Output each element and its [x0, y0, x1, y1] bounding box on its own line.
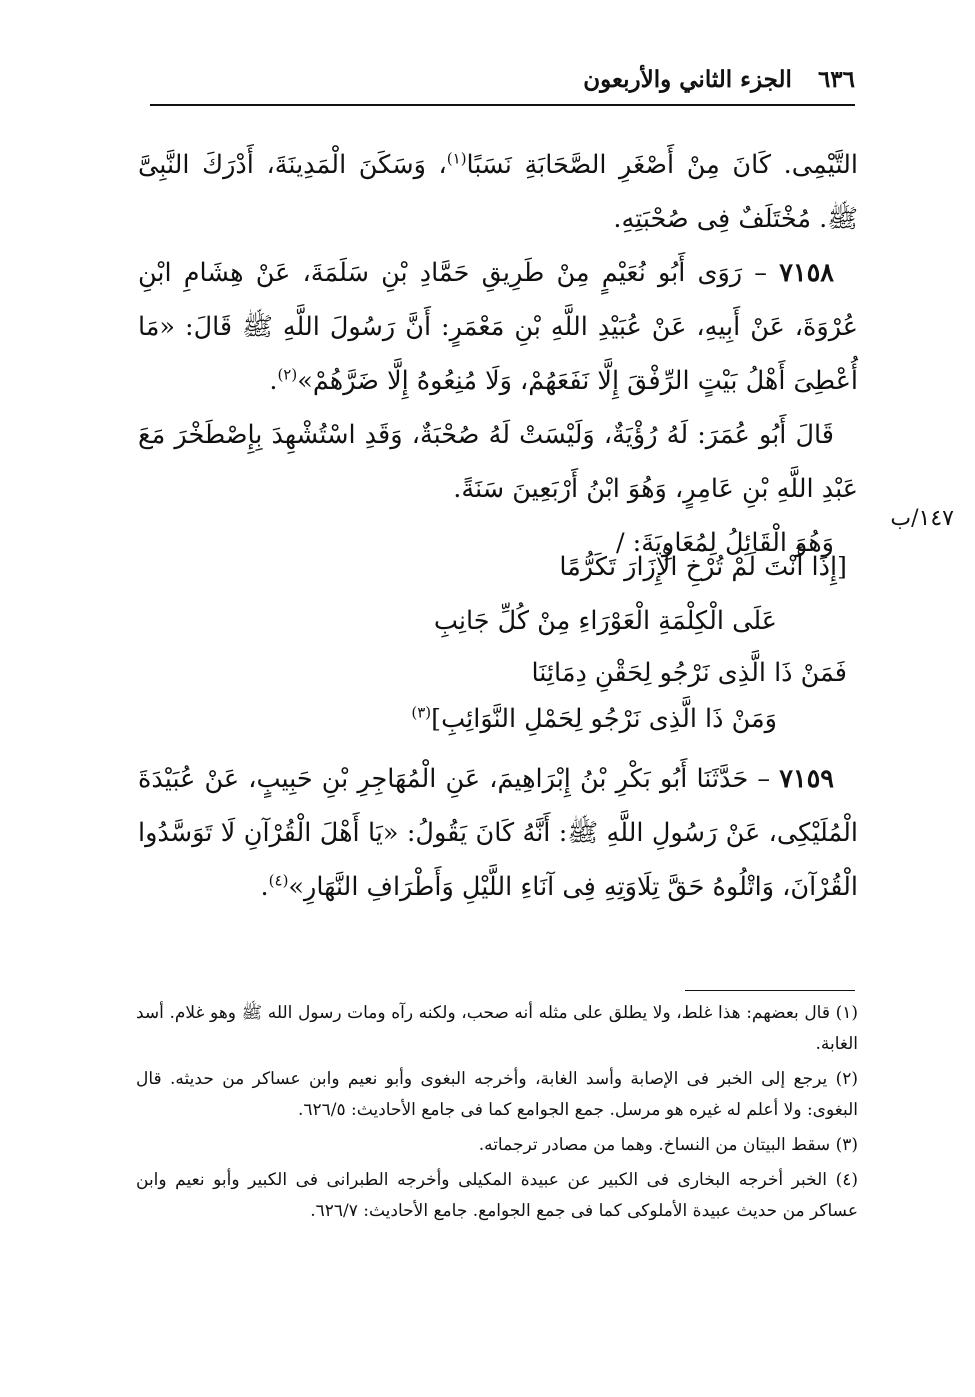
running-title: الجزء الثاني والأربعون [583, 65, 792, 93]
footnote-ref-4: (٤) [268, 871, 289, 890]
footnote-rule [685, 990, 855, 991]
footnote-1: (١) قال بعضهم: هذا غلط، ولا يطلق على مثله أنه صحب، ولكنه رآه ومات رسول الله ﷺ وهو غلام. أسد الغابة. [136, 1003, 858, 1054]
footnote-4: (٤) الخبر أخرجه البخارى فى الكبير عن عبيدة المكيلى وأخرجه الطبرانى فى الكبير وأبو نعيم وابن عساكر من حديث عبيدة الأملوكى كما فى جمع الجوامع. جامع الأحاديث: ٦٢٦/٧. [136, 1170, 858, 1221]
page-header [150, 62, 855, 96]
footnote-3: (٣) سقط البيتان من النساخ. وهما من مصادر ترجماته. [478, 1135, 858, 1155]
footnote-2: (٢) يرجع إلى الخبر فى الإصابة وأسد الغابة، وأخرجه البغوى وأبو نعيم وابن عساكر من حديثه. قال البغوى: ولا أعلم له غيره هو مرسل. جمع الجوامع كما فى جامع الأحاديث: ٦٢٦/٥. [136, 1069, 858, 1120]
header-rule [150, 104, 855, 106]
verse-line-3: فَمَنْ ذَا الَّذِى نَرْجُو لِحَقْنِ دِمَائِنَا [531, 658, 847, 688]
bio-text-cont: ، وَسَكَنَ الْمَدِينَةَ، أَدْرَكَ النَّبِىَّ ﷺ. مُخْتَلَفٌ فِى صُحْبَتِهِ. [138, 150, 858, 234]
footnote-ref-2: (٢) [277, 365, 298, 384]
hadith-number: ٧١٥٩ [779, 764, 834, 794]
verse-line-2: عَلَى الْكِلْمَةِ الْعَوْرَاءِ مِنْ كُلِّ جَانِبِ [433, 606, 777, 636]
hadith-number: ٧١٥٨ [779, 258, 834, 288]
hadith-7158: ٧١٥٨ – رَوَى أَبُو نُعَيْمٍ مِنْ طَرِيقِ حَمَّادِ بْنِ سَلَمَةَ، عَنْ هِشَامِ ابْنِ عُرْوَةَ، عَنْ أَبِيهِ، عَنْ عُبَيْدِ اللَّهِ بْنِ مَعْمَرٍ: أَنَّ رَسُولَ اللَّهِ ﷺ قَالَ: «مَا أُعْطِىَ أَهْلُ بَيْتٍ الرِّفْقَ إِلَّا نَفَعَهُمْ، وَلَا مُنِعُوهُ إِلَّا ضَرَّهُمْ»$^{(٢)}$. [138, 258, 858, 396]
hadith-text: – رَوَى أَبُو نُعَيْمٍ مِنْ طَرِيقِ حَمَّادِ بْنِ سَلَمَةَ، عَنْ هِشَامِ ابْنِ عُرْوَةَ، عَنْ أَبِيهِ، عَنْ عُبَيْدِ اللَّهِ بْنِ مَعْمَرٍ: أَنَّ رَسُولَ اللَّهِ ﷺ قَالَ: «مَا أُعْطِىَ أَهْلُ بَيْتٍ الرِّفْقَ إِلَّا نَفَعَهُمْ، وَلَا مُنِعُوهُ إِلَّا ضَرَّهُمْ» [138, 258, 858, 396]
bio-text: التَّيْمِى. كَانَ مِنْ أَصْغَرِ الصَّحَابَةِ نَسَبًا [466, 150, 858, 180]
hadith-7159: ٧١٥٩ – حَدَّثَنَا أَبُو بَكْرِ بْنُ إِبْرَاهِيمَ، عَنِ الْمُهَاجِرِ بْنِ حَبِيبٍ، عَنْ عُبَيْدَةَ الْمُلَيْكِى، عَنْ رَسُولِ اللَّهِ ﷺ: أَنَّهُ كَانَ يَقُولُ: «يَا أَهْلَ الْقُرْآنِ لَا تَوَسَّدُوا الْقُرْآنَ، وَاتْلُوهُ حَقَّ تِلَاوَتِهِ فِى آنَاءِ اللَّيْلِ وَأَطْرَافِ النَّهَارِ»$^{(٤)}$. [138, 764, 858, 902]
main-text-2 [138, 752, 858, 914]
footnotes [136, 998, 858, 1231]
hadith-text: – حَدَّثَنَا أَبُو بَكْرِ بْنُ إِبْرَاهِيمَ، عَنِ الْمُهَاجِرِ بْنِ حَبِيبٍ، عَنْ عُبَيْدَةَ الْمُلَيْكِى، عَنْ رَسُولِ اللَّهِ ﷺ: أَنَّهُ كَانَ يَقُولُ: «يَا أَهْلَ الْقُرْآنِ لَا تَوَسَّدُوا الْقُرْآنَ، وَاتْلُوهُ حَقَّ تِلَاوَتِهِ فِى آنَاءِ اللَّيْلِ وَأَطْرَافِ النَّهَارِ» [138, 764, 858, 902]
paragraph-muawiya: وَهُوَ الْقَائِلُ لِمُعَاوِيَةَ: / [615, 528, 834, 558]
paragraph-biography [138, 138, 858, 246]
paragraph-abu-umar: قَالَ أَبُو عُمَرَ: لَهُ رُؤْيَةٌ، وَلَيْسَتْ لَهُ صُحْبَةٌ، وَقَدِ اسْتُشْهِدَ بِإِصْطَخْرَ مَعَ عَبْدِ اللَّهِ بْنِ عَامِرٍ، وَهُوَ ابْنُ أَرْبَعِينَ سَنَةً. [138, 420, 858, 504]
main-text [138, 138, 858, 570]
page-number: ٦٣٦ [817, 65, 855, 93]
verse-line-4 [411, 704, 777, 734]
margin-folio-note: ١٤٧/ب [890, 506, 954, 531]
verse-line-4-text: وَمَنْ ذَا الَّذِى نَرْجُو لِحَمْلِ النَّوَائِبِ] [431, 704, 777, 734]
footnote-ref-3: (٣) [411, 703, 432, 722]
footnote-ref-1: (١) [446, 149, 467, 168]
verse-line-1: [إِذَا أَنْتَ لَمْ تُرْخِ الْإِزَارَ تَكَرُّمًا [559, 552, 847, 582]
